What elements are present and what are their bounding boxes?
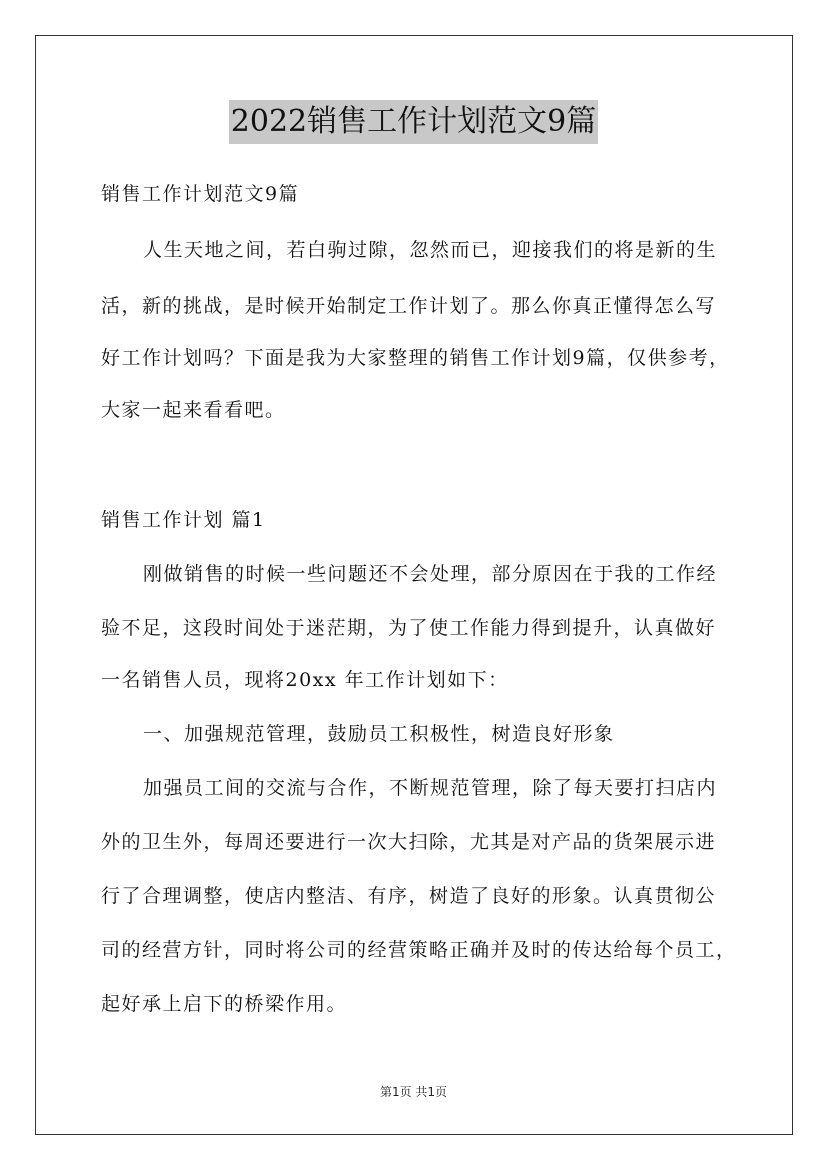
subtitle: 销售工作计划范文9篇 (101, 183, 300, 205)
para2-line-3: 行了合理调整，使店内整洁、有序，树造了良好的形象。认真贯彻公 (101, 885, 717, 907)
page-footer: 第1页 共1页 (379, 1085, 448, 1099)
intro-line-4: 大家一起来看看吧。 (101, 399, 286, 421)
para2-line-2: 外的卫生外，每周还要进行一次大扫除，尤其是对产品的货架展示进 (101, 831, 717, 853)
para1-line-2: 验不足，这段时间处于迷茫期，为了使工作能力得到提升，认真做好 (101, 617, 717, 639)
intro-line-1: 人生天地之间，若白驹过隙，忽然而已，迎接我们的将是新的生 (143, 239, 718, 261)
point-heading-1: 一、加强规范管理，鼓励员工积极性，树造良好形象 (143, 723, 615, 745)
para1-line-3: 一名销售人员，现将20xx 年工作计划如下： (101, 669, 509, 691)
para1-line-1: 刚做销售的时候一些问题还不会处理，部分原因在于我的工作经 (143, 563, 718, 585)
para2-line-1: 加强员工间的交流与合作，不断规范管理，除了每天要打扫店内 (143, 777, 718, 799)
intro-line-3: 好工作计划吗？下面是我为大家整理的销售工作计划9篇，仅供参考， (101, 347, 730, 369)
para2-line-4: 司的经营方针，同时将公司的经营策略正确并及时的传达给每个员工， (101, 939, 737, 961)
section-heading: 销售工作计划 篇1 (101, 509, 266, 531)
intro-line-2: 活，新的挑战，是时候开始制定工作计划了。那么你真正懂得怎么写 (101, 295, 717, 317)
para2-line-5: 起好承上启下的桥梁作用。 (101, 993, 348, 1015)
document-title: 2022销售工作计划范文9篇 (229, 100, 598, 144)
title-container (0, 100, 827, 144)
